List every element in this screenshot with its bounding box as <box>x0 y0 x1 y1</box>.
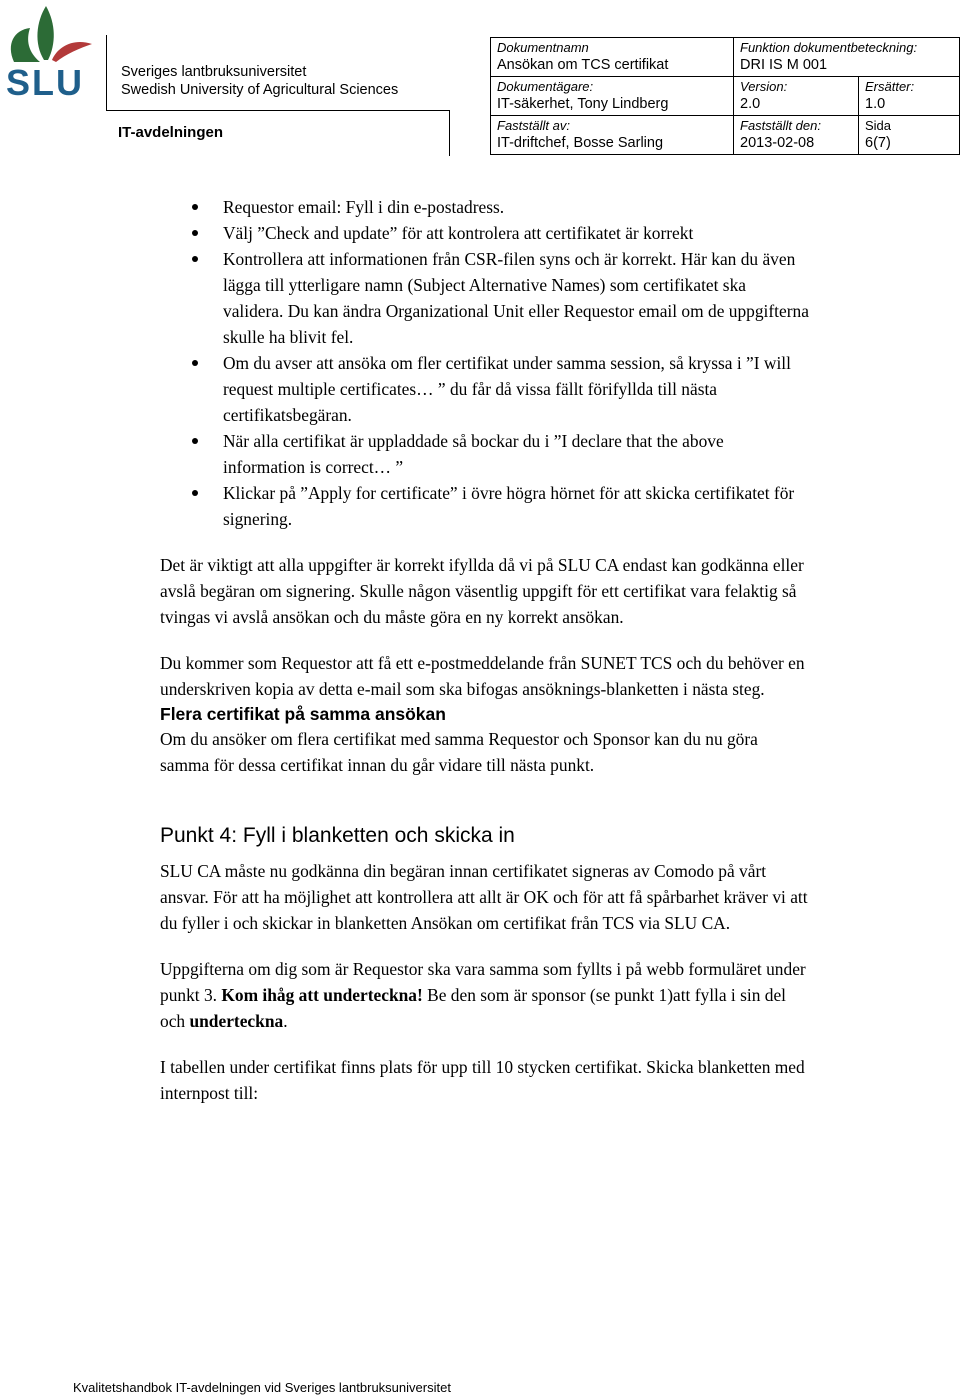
meta-cell-approved-by <box>491 116 734 155</box>
bullet-icon <box>192 230 198 236</box>
logo-leaf-center <box>37 6 53 60</box>
bullet-icon <box>192 490 198 496</box>
document-metadata-table <box>490 37 960 155</box>
meta-value: 1.0 <box>865 96 886 112</box>
text-run-bold: Kom ihåg att underteckna! <box>221 985 423 1005</box>
meta-cell-owner <box>491 77 734 116</box>
meta-cell-doc-name <box>491 38 734 77</box>
list-item <box>160 350 810 428</box>
paragraph-requestor-signature <box>160 956 810 1034</box>
meta-value: IT-driftchef, Bosse Sarling <box>497 135 664 151</box>
meta-label: Dokumentnamn <box>497 40 589 55</box>
list-item <box>160 220 810 246</box>
logo-leaf-right <box>52 42 92 62</box>
meta-label: Funktion dokumentbeteckning: <box>740 40 918 55</box>
meta-label: Sida <box>865 118 892 133</box>
instruction-list <box>160 194 810 532</box>
meta-value: 2013-02-08 <box>740 135 815 151</box>
paragraph-approval: SLU CA måste nu godkänna din begäran innan certifikatet signeras av Comodo på vårt ansvar. För att ha möjlighet att kontrollera att allt är OK och för att få spårbarhet kräver vi att du fyller i och skickar in blanketten Ansökan om certifikat från TCS via SLU CA. <box>160 861 808 933</box>
meta-label: Dokumentägare: <box>497 79 594 94</box>
meta-label: Ersätter: <box>865 79 915 94</box>
meta-label: Version: <box>740 79 788 94</box>
meta-cell-page <box>859 116 960 155</box>
text-run-bold: underteckna <box>189 1011 284 1031</box>
logo-text: SLU <box>6 62 84 103</box>
list-item <box>160 246 810 350</box>
header-divider <box>449 110 450 156</box>
list-item-text: Om du avser att ansöka om fler certifikat under samma session, så kryssa i ”I will request multiple certificates… ” du får då vissa fällt förifyllda till nästa certifikatsbegäran. <box>223 353 791 425</box>
list-item-text: Klickar på ”Apply for certificate” i övre högra hörnet för att skicka certifikatet för signering. <box>223 483 795 529</box>
subheading-multiple-certificates: Flera certifikat på samma ansökan <box>160 704 446 724</box>
text-run: Uppgifterna om dig som är Requestor ska vara samma som fyllts i på webb formuläret under punkt 3. <box>160 959 806 1005</box>
list-item <box>160 480 810 532</box>
text-run: Be den som är sponsor (se punkt 1)att fylla i sin del och <box>160 985 787 1031</box>
slu-logo <box>0 0 110 110</box>
meta-value: Ansökan om TCS certifikat <box>497 57 669 73</box>
document-body <box>160 194 810 1106</box>
meta-cell-function <box>734 38 960 77</box>
bullet-icon <box>192 204 198 210</box>
header-divider <box>106 35 107 111</box>
text-run: . <box>283 1011 288 1031</box>
header-divider <box>106 110 450 111</box>
section-heading-step-4: Punkt 4: Fyll i blanketten och skicka in <box>160 824 515 847</box>
list-item-text: Kontrollera att informationen från CSR-filen syns och är korrekt. Här kan du även lägga till ytterligare namn (Subject Alternative Names) som certifikatet ska validera. Du kan ändra Organizational Unit eller Requestor email om de uppgifterna skulle ha blivit fel. <box>223 249 809 347</box>
list-item <box>160 428 810 480</box>
university-name-en: Swedish University of Agricultural Sciences <box>121 82 399 98</box>
meta-cell-approved-date <box>734 116 859 155</box>
bullet-icon <box>192 438 198 444</box>
logo-leaf-left <box>11 28 40 62</box>
meta-cell-version <box>734 77 859 116</box>
page-footer: Kvalitetshandbok IT-avdelningen vid Sveriges lantbruksuniversitet <box>73 1380 451 1395</box>
bullet-icon <box>192 256 198 262</box>
meta-value: IT-säkerhet, Tony Lindberg <box>497 96 669 112</box>
department-name: IT-avdelningen <box>118 124 224 141</box>
bullet-icon <box>192 360 198 366</box>
university-name-sv: Sveriges lantbruksuniversitet <box>121 64 307 80</box>
paragraph-accuracy: Det är viktigt att alla uppgifter är korrekt ifyllda då vi på SLU CA endast kan godkänna eller avslå begäran om signering. Skulle någon väsentlig uppgift för ett certifikat vara felaktig så tvingas vi avslå ansökan och du måste göra en ny korrekt ansökan. <box>160 555 804 627</box>
list-item-text: När alla certifikat är uppladdade så bockar du i ”I declare that the above information is correct… ” <box>223 431 724 477</box>
list-item-text: Välj ”Check and update” för att kontrolera att certifikatet är korrekt <box>223 223 694 243</box>
paragraph-email-confirmation: Du kommer som Requestor att få ett e-postmeddelande från SUNET TCS och du behöver en underskriven kopia av detta e-mail som ska bifogas ansöknings-blanketten i nästa steg. <box>160 653 805 699</box>
meta-value: 2.0 <box>740 96 761 112</box>
paragraph-internal-mail: I tabellen under certifikat finns plats för upp till 10 stycken certifikat. Skicka blanketten med internpost till: <box>160 1057 805 1103</box>
meta-label: Fastställt av: <box>497 118 570 133</box>
paragraph-multiple-certificates: Om du ansöker om flera certifikat med samma Requestor och Sponsor kan du nu göra samma för dessa certifikat innan du går vidare till nästa punkt. <box>160 729 758 775</box>
meta-cell-replaces <box>859 77 960 116</box>
list-item-text: Requestor email: Fyll i din e-postadress. <box>223 197 505 217</box>
meta-value: 6(7) <box>865 135 891 151</box>
meta-label: Fastställt den: <box>740 118 821 133</box>
list-item <box>160 194 810 220</box>
meta-value: DRI IS M 001 <box>740 57 828 73</box>
